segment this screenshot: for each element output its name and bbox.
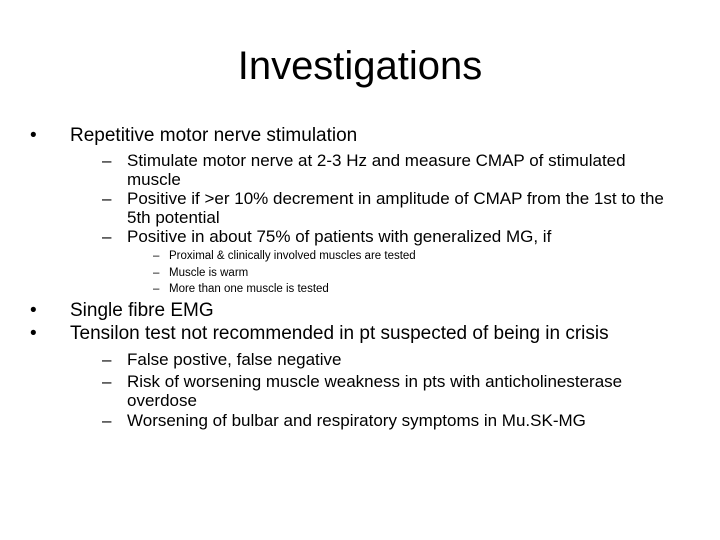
dash-marker: – <box>102 151 112 170</box>
subsubitem-text: Proximal & clinically involved muscles are tested <box>169 250 416 262</box>
dash-marker: – <box>102 349 112 369</box>
bullet-tensilon-test <box>30 322 698 345</box>
subitem-risk-worsening <box>30 372 676 410</box>
bullet-marker: • <box>30 322 37 344</box>
subitem-text: Positive if >er 10% decrement in amplitude of CMAP from the 1st to the 5th potential <box>127 189 664 227</box>
slide-body <box>30 124 698 430</box>
bullet-text: Repetitive motor nerve stimulation <box>70 125 358 146</box>
subitem-text: Worsening of bulbar and respiratory symptoms in Mu.SK-MG <box>127 410 586 430</box>
subsubitem-text: More than one muscle is tested <box>169 283 329 295</box>
subitem-text: Positive in about 75% of patients with generalized MG, if <box>127 227 552 246</box>
subitem-text: Risk of worsening muscle weakness in pts with anticholinesterase overdose <box>127 371 623 410</box>
subitem-text: Stimulate motor nerve at 2-3 Hz and measure CMAP of stimulated muscle <box>127 151 626 189</box>
bullet-repetitive-stimulation <box>30 124 698 147</box>
subsubitem-more-than-one-muscle <box>30 281 698 298</box>
dash-marker: – <box>102 410 112 430</box>
dash-marker: – <box>153 250 160 262</box>
subsubitem-text: Muscle is warm <box>169 266 249 279</box>
subitem-bulbar-symptoms <box>30 411 676 430</box>
dash-marker: – <box>153 266 160 279</box>
subitem-text: False postive, false negative <box>127 349 342 369</box>
bullet-single-fibre-emg <box>30 299 698 322</box>
subitem-stimulate-nerve <box>30 151 676 189</box>
bullet-marker: • <box>30 125 37 146</box>
subitem-positive-decrement <box>30 189 676 227</box>
slide-title: Investigations <box>237 44 483 88</box>
bullet-marker: • <box>30 299 37 321</box>
bullet-text: Single fibre EMG <box>70 299 214 321</box>
subsubitem-proximal-muscles <box>30 248 698 265</box>
dash-marker: – <box>153 283 160 295</box>
dash-marker: – <box>102 189 112 208</box>
subitem-false-positive <box>30 350 676 369</box>
bullet-text: Tensilon test not recommended in pt suspected of being in crisis <box>70 322 609 344</box>
dash-marker: – <box>102 371 112 391</box>
dash-marker: – <box>102 227 112 246</box>
subitem-positive-75-percent <box>30 227 676 246</box>
subsubitem-muscle-warm <box>30 265 698 282</box>
